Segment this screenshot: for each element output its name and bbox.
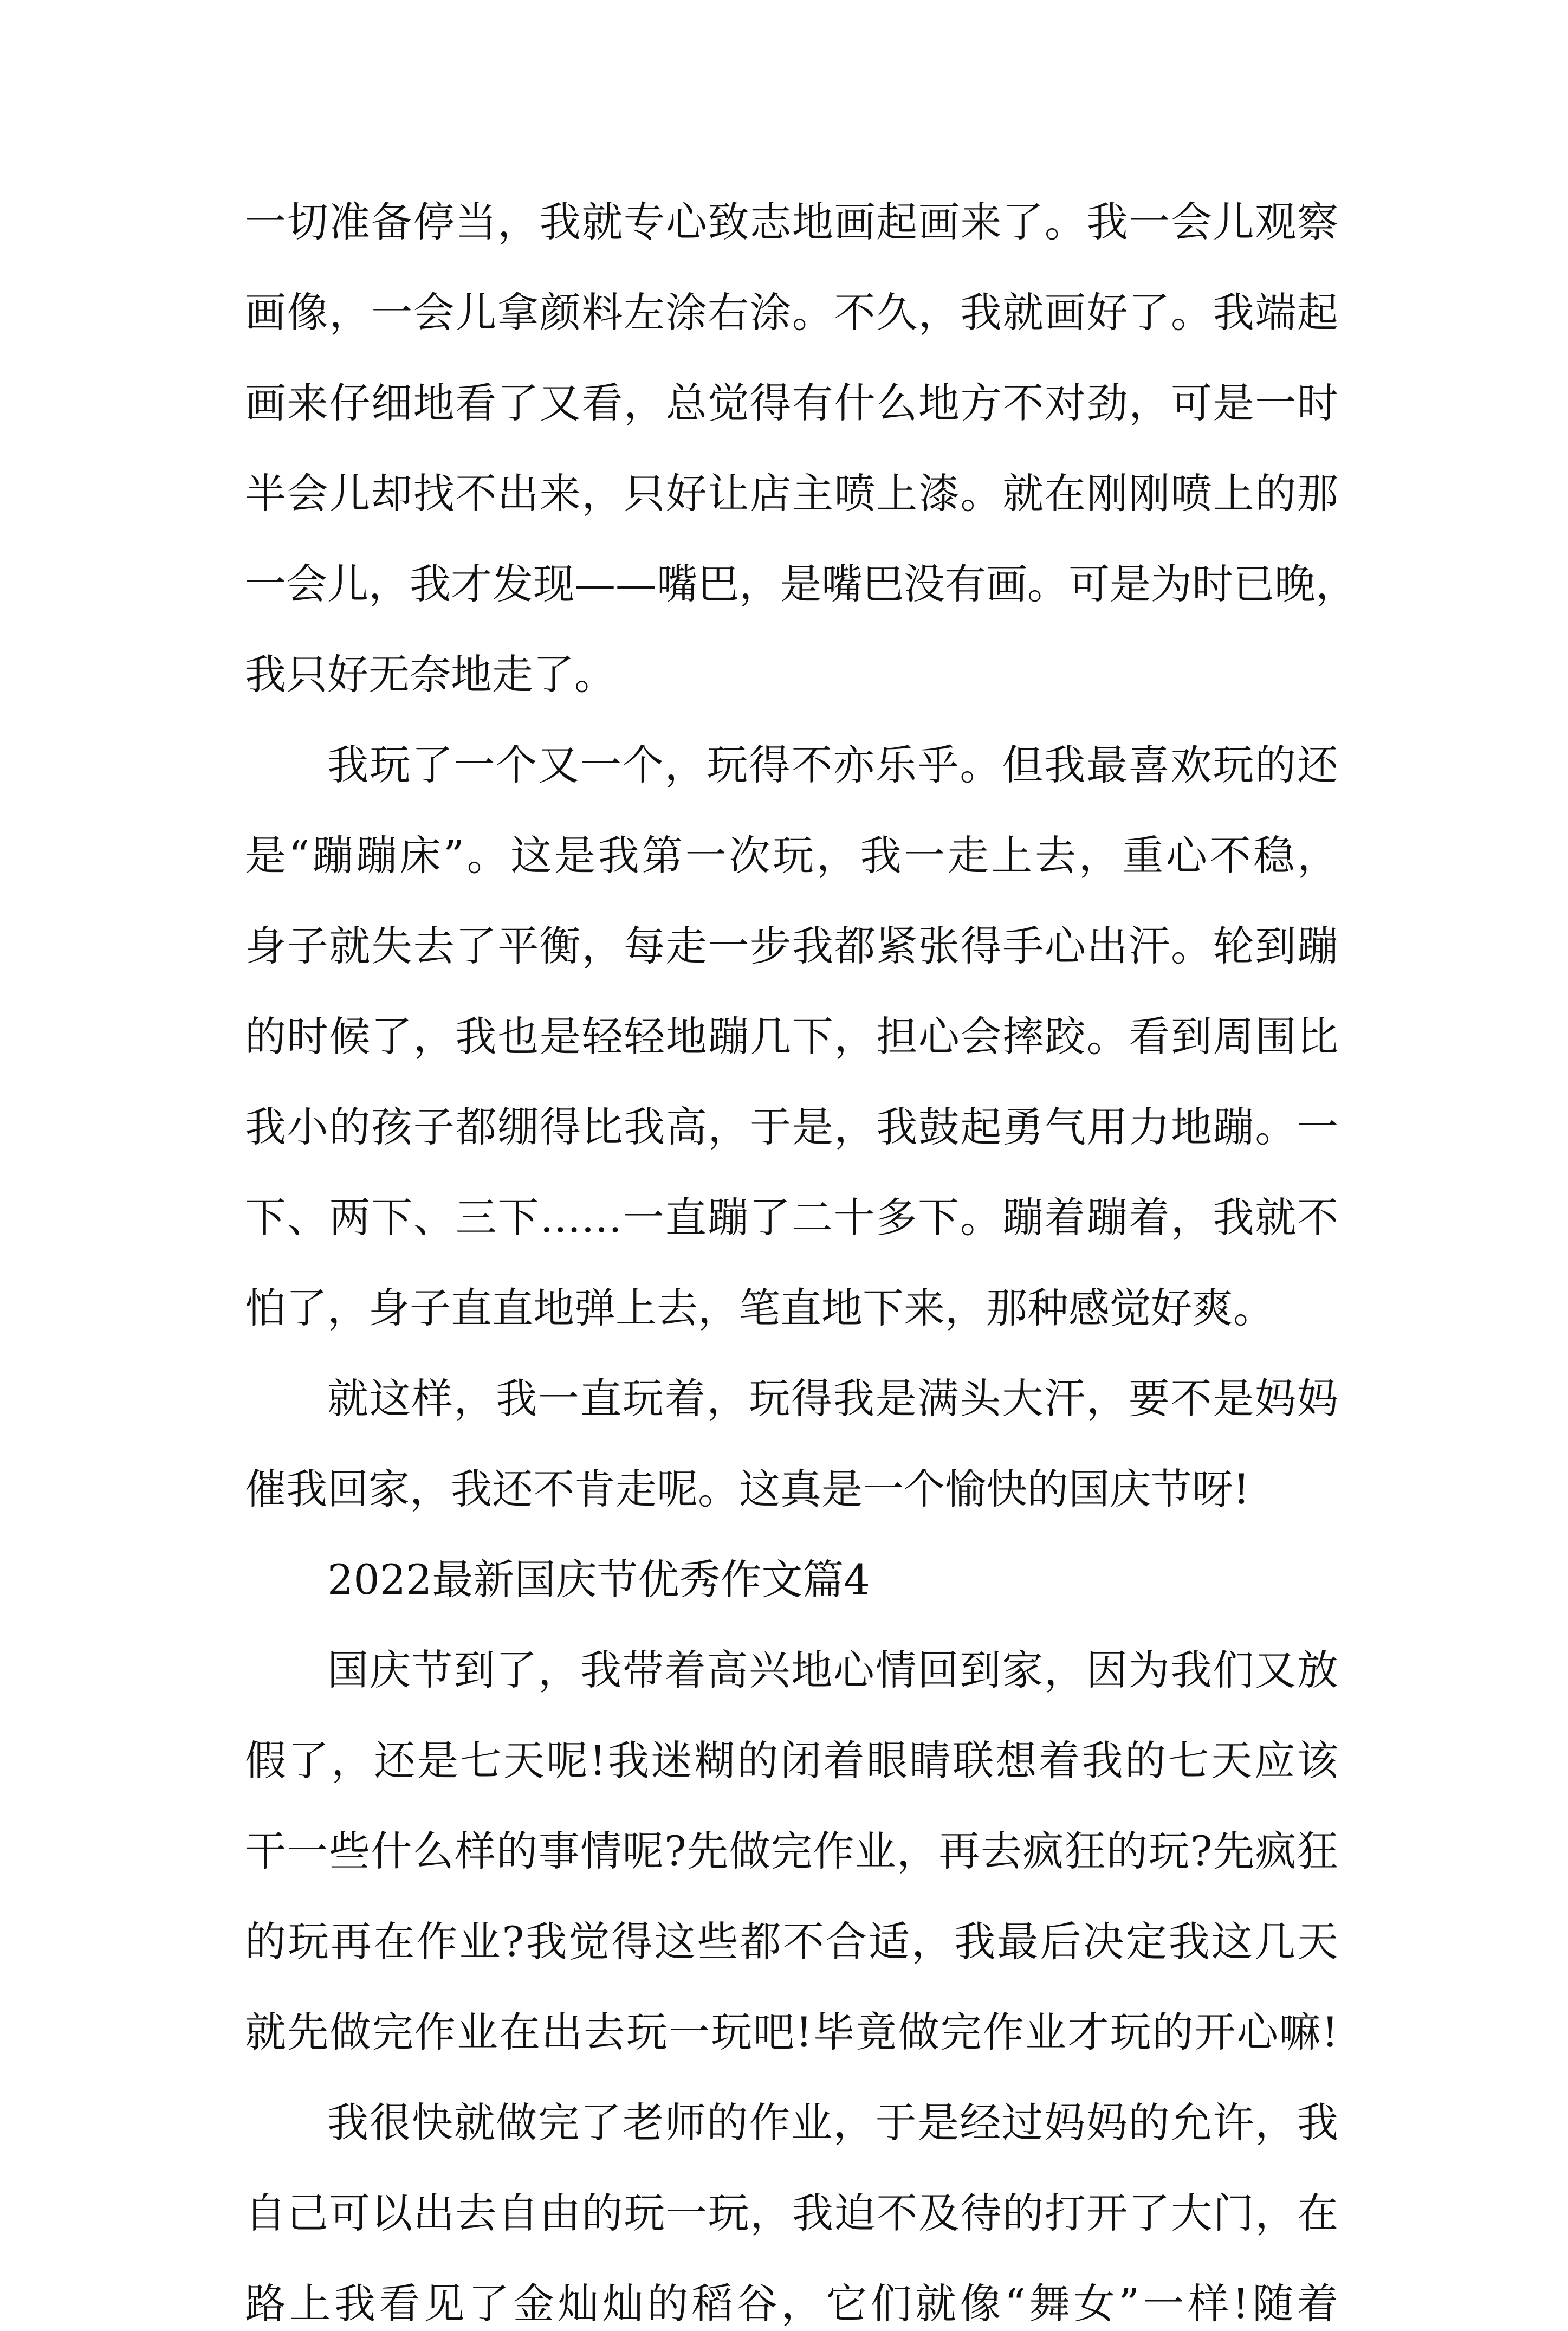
text-line: 怕了，身子直直地弹上去，笔直地下来，那种感觉好爽。 [245,1284,1274,1332]
text-line: 就先做完作业在出去玩一玩吧!毕竟做完作业才玩的开心嘛! [245,2008,1338,2056]
text-line: 一切准备停当，我就专心致志地画起画来了。我一会儿观察 [245,198,1338,246]
text-line: 是“蹦蹦床”。这是我第一次玩，我一走上去，重心不稳， [245,831,1338,880]
text-line: 画像，一会儿拿颜料左涂右涂。不久，我就画好了。我端起 [245,288,1338,337]
text-line: 路上我看见了金灿灿的稻谷，它们就像“舞女”一样!随着 [245,2280,1338,2328]
text-line: 画来仔细地看了又看，总觉得有什么地方不对劲，可是一时 [245,379,1338,427]
paragraph-first-line: 我很快就做完了老师的作业，于是经过妈妈的允许，我 [327,2098,1338,2147]
text-line: 的玩再在作业?我觉得这些都不合适，我最后决定我这几天 [245,1917,1338,1966]
text-line: 我只好无奈地走了。 [245,650,615,699]
paragraph-first-line: 就这样，我一直玩着，玩得我是满头大汗，要不是妈妈 [327,1374,1338,1423]
text-line: 一会儿，我才发现——嘴巴，是嘴巴没有画。可是为时已晚， [245,560,1357,608]
text-line: 下、两下、三下……一直蹦了二十多下。蹦着蹦着，我就不 [245,1193,1338,1242]
text-line: 假了，还是七天呢!我迷糊的闭着眼睛联想着我的七天应该 [245,1736,1338,1785]
text-line: 的时候了，我也是轻轻地蹦几下，担心会摔跤。看到周围比 [245,1012,1338,1061]
paragraph-first-line: 我玩了一个又一个，玩得不亦乐乎。但我最喜欢玩的还 [327,741,1338,789]
text-line: 干一些什么样的事情呢?先做完作业，再去疯狂的玩?先疯狂 [245,1827,1338,1875]
paragraph-first-line: 国庆节到了，我带着高兴地心情回到家，因为我们又放 [327,1646,1338,1694]
text-line: 我小的孩子都绷得比我高，于是，我鼓起勇气用力地蹦。一 [245,1103,1338,1151]
text-line: 身子就失去了平衡，每走一步我都紧张得手心出汗。轮到蹦 [245,922,1338,970]
section-heading: 2022最新国庆节优秀作文篇4 [327,1555,870,1604]
text-line: 催我回家，我还不肯走呢。这真是一个愉快的国庆节呀! [245,1465,1250,1513]
text-line: 半会儿却找不出来，只好让店主喷上漆。就在刚刚喷上的那 [245,469,1338,518]
text-line: 自己可以出去自由的玩一玩，我迫不及待的打开了大门，在 [245,2189,1338,2237]
